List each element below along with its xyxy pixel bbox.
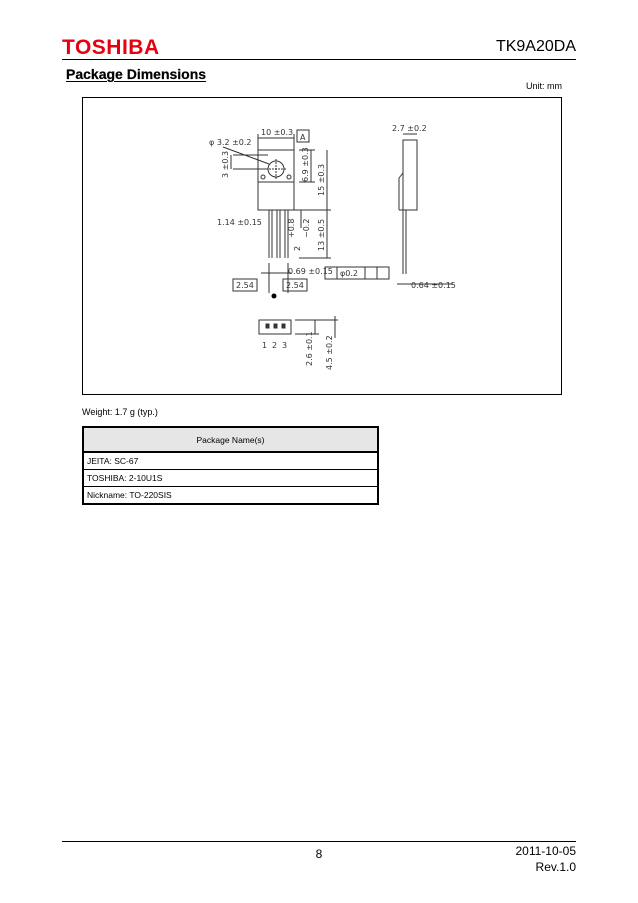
dim-width: 10 ±0.3 [261,128,294,137]
side-view-body [403,140,417,210]
dim-tol-plus: +0.8 [287,218,296,238]
position-tolerance: φ0.2 [340,269,358,278]
section-title: Package Dimensions [66,66,207,82]
package-names-table [82,426,379,505]
dim-lead-step: 2 [293,245,302,251]
footer-rule [62,841,576,842]
weight-label: Weight: 1.7 g (typ.) [82,407,158,417]
toshiba-name: TOSHIBA: 2-10U1S [83,470,378,487]
header-rule [62,59,576,60]
dim-tab-height: 6.9 ±0.3 [301,147,310,182]
unit-label: Unit: mm [526,81,562,91]
table-row [83,452,378,470]
table-row [83,470,378,487]
dim-pitch-1: 2.54 [236,281,254,290]
pin-1-label: 1 [262,341,268,350]
dim-lead-thickness: 0.64 ±0.15 [411,281,456,290]
dim-foot-height: 2.6 ±0.1 [305,331,314,366]
document-date: 2011-10-05 [515,844,576,858]
pin-2-label: 2 [272,341,278,350]
dim-hole-offset: 3 ±0.3 [221,150,230,178]
pin-3-label: 3 [282,341,288,350]
package-drawing [82,97,562,395]
page-number: 8 [315,847,323,861]
dim-hole: φ 3.2 ±0.2 [209,138,252,147]
dim-thickness: 2.7 ±0.2 [392,124,427,133]
package-outline-drawing [83,98,563,396]
table-row [83,487,378,505]
dim-lead-length: 13 ±0.5 [317,218,326,251]
part-number: TK9A20DA [495,38,576,55]
toshiba-logo: TOSHIBA [62,36,160,59]
dim-lead-width: 0.69 ±0.15 [288,267,333,276]
dim-pitch-2: 2.54 [286,281,304,290]
dim-body-height: 15 ±0.3 [317,163,326,196]
dim-overall-thickness: 4.5 ±0.2 [325,335,334,370]
table-header-row [83,427,378,452]
document-revision: Rev.1.0 [535,860,576,874]
jeita-name: JEITA: SC-67 [83,452,378,470]
nickname: Nickname: TO-220SIS [83,487,378,505]
dim-tol-minus: −0.2 [302,218,311,238]
table-header: Package Name(s) [83,427,378,452]
dim-lead-width-top: 1.14 ±0.15 [217,218,262,227]
datum-label: A [300,133,306,142]
